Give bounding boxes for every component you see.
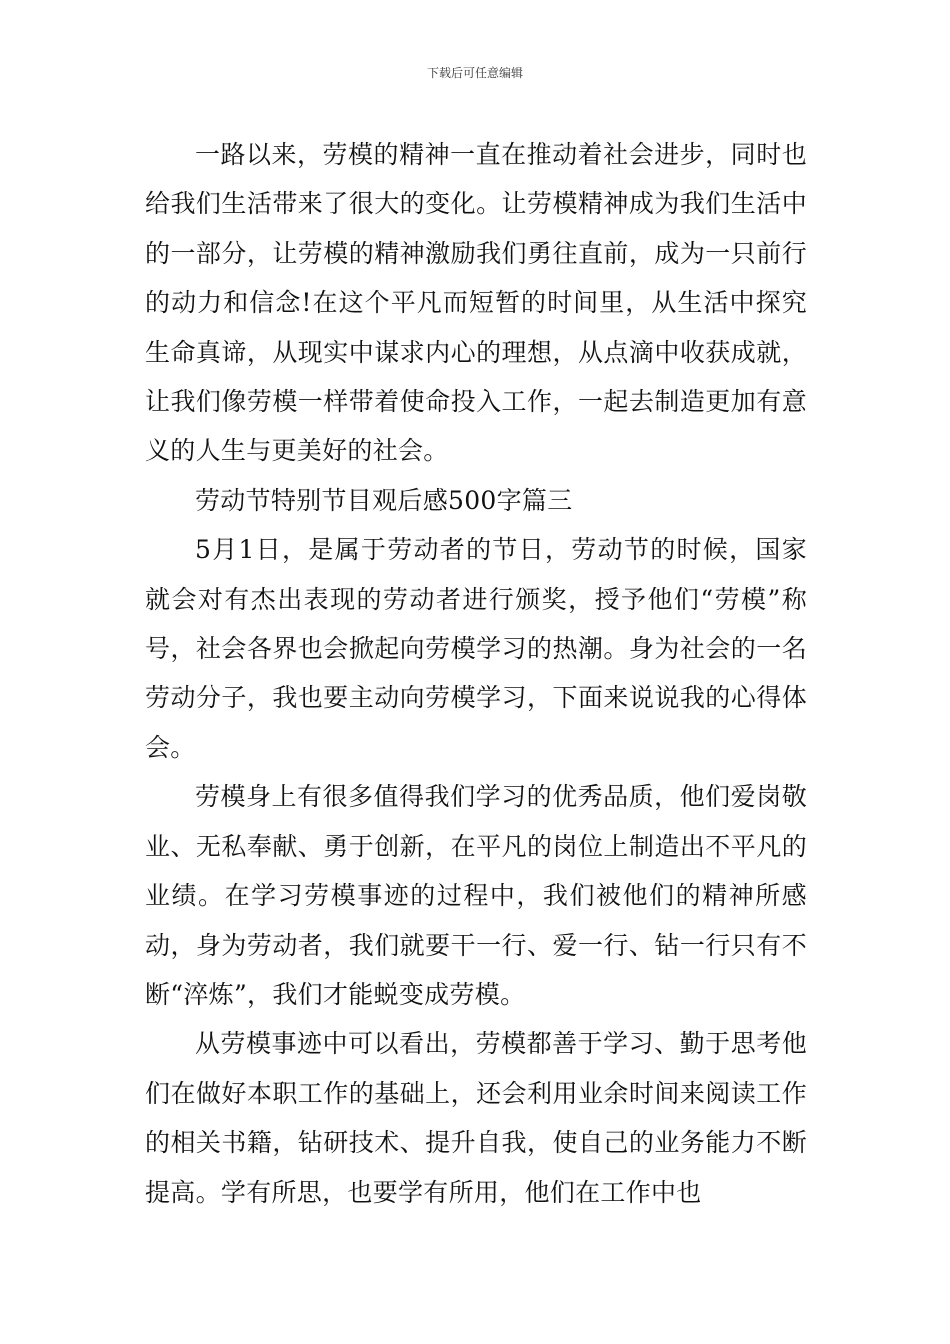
section-heading: 劳动节特别节目观后感500字篇三 (195, 485, 573, 515)
paragraph: 从劳模事迹中可以看出，劳模都善于学习、勤于思考他们在做好本职工作的基础上，还会利用业余时间来阅读工作的相关书籍，钻研技术、提升自我，使自己的业务能力不断提高。学有所思，也要学有所用，他们在工作中也 (145, 1029, 807, 1207)
page-header: 下载后可任意编辑 (426, 66, 523, 80)
paragraph: 劳模身上有很多值得我们学习的优秀品质，他们爱岗敬业、无私奉献、勇于创新，在平凡的岗位上制造出不平凡的业绩。在学习劳模事迹的过程中，我们被他们的精神所感动，身为劳动者，我们就要干一行、爱一行、钻一行只有不断“淬炼”，我们才能蜕变成劳模。 (145, 782, 807, 1009)
document-body (145, 130, 807, 1217)
paragraph: 一路以来，劳模的精神一直在推动着社会进步，同时也给我们生活带来了很大的变化。让劳模精神成为我们生活中的一部分，让劳模的精神激励我们勇往直前，成为一只前行的动力和信念!在这个平凡而短暂的时间里，从生活中探究生命真谛，从现实中谋求内心的理想，从点滴中收获成就，让我们像劳模一样带着使命投入工作，一起去制造更加有意义的人生与更美好的社会。 (145, 140, 807, 466)
paragraph: 5月1日，是属于劳动者的节日，劳动节的时候，国家就会对有杰出表现的劳动者进行颁奖，授予他们“劳模”称号，社会各界也会掀起向劳模学习的热潮。身为社会的一名劳动分子，我也要主动向劳模学习，下面来说说我的心得体会。 (145, 535, 807, 762)
